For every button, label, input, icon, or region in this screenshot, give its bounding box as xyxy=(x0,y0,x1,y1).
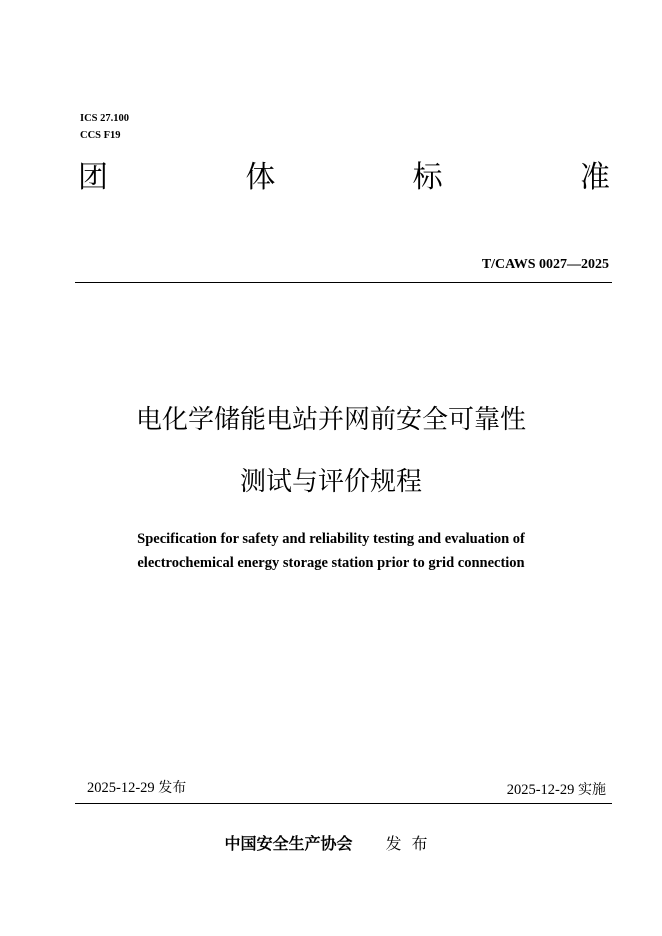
standard-type-char: 准 xyxy=(579,160,610,195)
title-cn-line2: 测试与评价规程 xyxy=(239,467,422,497)
publisher-action: 发布 xyxy=(385,834,438,853)
standard-number: T/CAWS 0027—2025 xyxy=(481,257,609,272)
publisher-name: 中国安全生产协会 xyxy=(224,834,353,853)
bottom-divider xyxy=(75,803,612,804)
publisher-line xyxy=(0,832,662,856)
title-cn-line1: 电化学储能电站并网前安全可靠性 xyxy=(135,405,526,435)
top-divider xyxy=(75,282,612,283)
standard-type-char: 团 xyxy=(78,160,108,195)
title-en-line1: Specification for safety and reliability testing and evaluation of xyxy=(137,531,525,547)
implement-label: 实施 xyxy=(578,782,606,798)
standard-type-char: 标 xyxy=(412,160,443,195)
classification-codes xyxy=(80,110,129,144)
standard-type-char: 体 xyxy=(245,160,276,195)
implement-date: 2025-12-29 xyxy=(506,782,575,798)
publish-date-block xyxy=(87,777,186,797)
publish-label: 发布 xyxy=(158,780,187,796)
implement-date-block xyxy=(507,779,606,799)
publish-date: 2025-12-29 xyxy=(87,780,155,796)
ics-code: ICS 27.100 xyxy=(80,113,130,124)
standard-type-heading xyxy=(78,158,610,198)
title-en-line2: electrochemical energy storage station prior to grid connection xyxy=(137,555,525,571)
ccs-code: CCS F19 xyxy=(80,130,121,141)
